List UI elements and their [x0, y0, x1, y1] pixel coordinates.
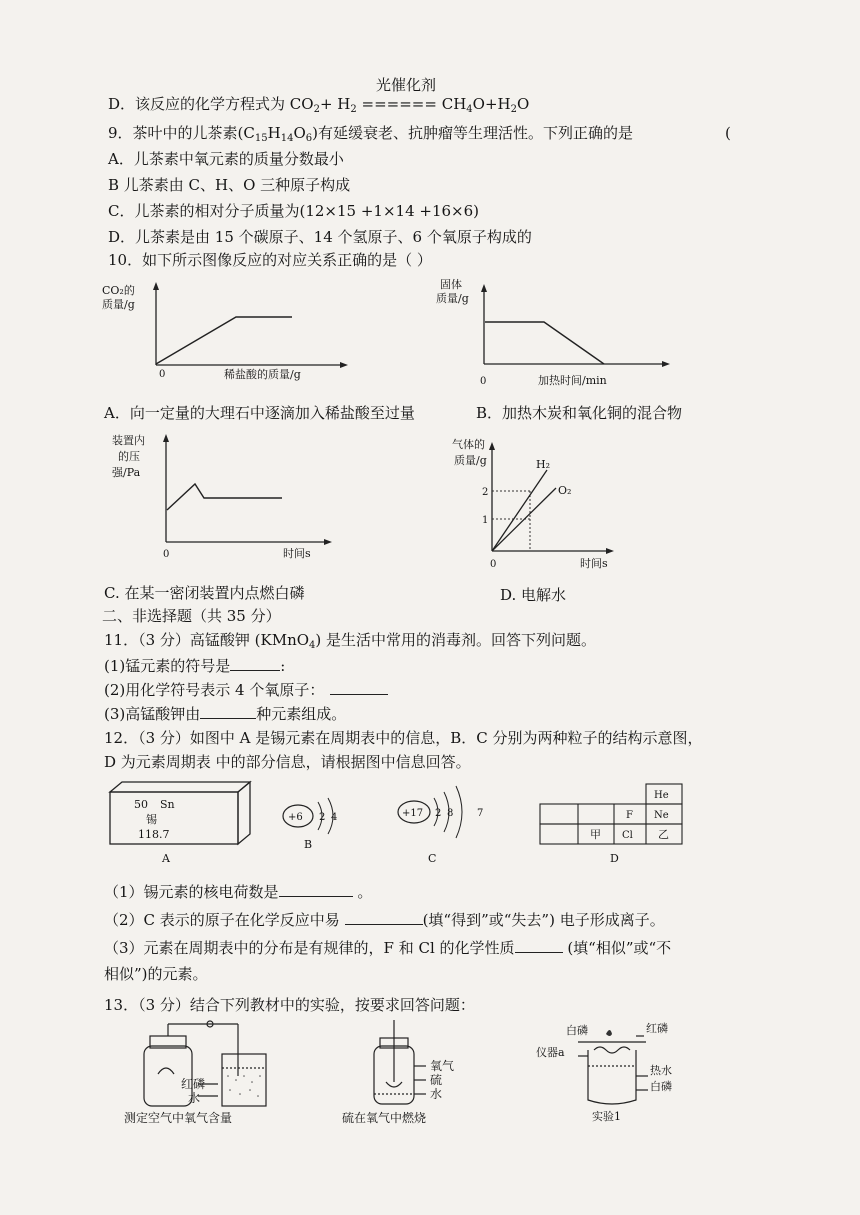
q8-d-text: + H: [319, 95, 351, 113]
chart-b-ylabel: 质量/g: [436, 292, 469, 305]
q8-option-d: [108, 94, 529, 120]
card-atomic-number: 50: [134, 798, 148, 811]
answer-blank[interactable]: [330, 680, 388, 695]
chart-b-x-arrow: [662, 361, 670, 367]
atom-c-shell3: 7: [477, 808, 484, 819]
q9-text: 9．茶叶中的儿茶素(C: [108, 124, 255, 142]
exp1-water-dots: [227, 1075, 261, 1097]
chart-d-caption: D. 电解水: [500, 586, 567, 604]
answer-blank[interactable]: [279, 882, 353, 897]
q12-p3-text: （3）元素在周期表中的分布是有规律的，F 和 Cl 的化学性质: [104, 939, 515, 957]
section-heading: 二、非选择题（共 35 分）: [102, 607, 281, 625]
figure-label-a: A: [162, 852, 170, 865]
chart-a-ylabel: 质量/g: [102, 298, 135, 311]
q9-text: H: [267, 124, 281, 142]
atom-c-nucleus: +17: [402, 808, 424, 819]
exp3-caption: 实验1: [592, 1110, 621, 1123]
q12-stem-line1: 12．（3 分）如图中 A 是锡元素在周期表中的信息，B．C 分别为两种粒子的结构示意图，: [104, 729, 703, 747]
chart-d-tick-2: 2: [482, 487, 489, 498]
chart-c-y-arrow: [163, 434, 169, 442]
chart-c-ylabel: 强/Pa: [112, 466, 141, 479]
card-name: 锡: [146, 813, 157, 826]
exp3-label-red-p: 红磷: [646, 1022, 668, 1035]
chart-b: [434, 278, 694, 390]
q11-p3-text: (3)高锰酸钾由: [104, 705, 201, 723]
q8-d-sub: 2: [510, 104, 517, 115]
table-cell-f: F: [626, 810, 633, 821]
exp1-label-red-phosphorus: 红磷: [181, 1077, 206, 1091]
chart-c-xlabel: 时间s: [283, 547, 311, 560]
exp2-label-oxygen: 氧气: [430, 1059, 455, 1073]
q12-p2-text: （2）C 表示的原子在化学反应中易: [104, 911, 340, 929]
q8-d-text: D．该反应的化学方程式为 CO: [108, 95, 314, 113]
q9-text: )有延缓衰老、抗肿瘤等生理活性。下列正确的是: [312, 124, 633, 142]
q11-p1-text: (1)锰元素的符号是: [104, 657, 231, 675]
q11-p2-text: (2)用化学符号表示 4 个氧原子：: [104, 681, 325, 699]
chart-d: [450, 436, 630, 576]
q12-p1-end: 。: [357, 883, 373, 901]
q12-figure: [100, 776, 720, 866]
figure-label-b: B: [304, 838, 313, 851]
atom-b-nucleus: +6: [288, 812, 303, 823]
exp2-apparatus: [374, 1020, 426, 1104]
q8-d-sub: 2: [313, 104, 320, 115]
q10-stem: 10．如下所示图像反应的对应关系正确的是（ ）: [108, 251, 432, 269]
q13-stem: 13．（3 分）结合下列教材中的实验，按要求回答问题：: [104, 996, 475, 1014]
q11-part2: [104, 680, 388, 700]
chart-a: [96, 280, 376, 390]
figure-label-c: C: [428, 852, 437, 865]
q8-d-sub: 4: [466, 104, 473, 115]
flame-icon: [606, 1030, 612, 1036]
chart-d-x-arrow: [606, 548, 614, 554]
table-cell-he: He: [654, 790, 669, 801]
q12-p2-text: (填“得到”或“失去”) 电子形成离子。: [422, 911, 665, 929]
chart-c-ylabel: 装置内: [112, 434, 145, 447]
chart-d-tick-1: 1: [482, 515, 489, 526]
chart-a-curve: [156, 317, 292, 364]
q8-d-equals: ======: [361, 95, 437, 113]
chart-b-y-arrow: [481, 284, 487, 292]
exp2-caption: 硫在氧气中燃烧: [342, 1111, 427, 1125]
chart-b-ylabel: 固体: [440, 278, 462, 291]
q12-part3: [104, 938, 671, 958]
chart-a-caption: A．向一定量的大理石中逐滴加入稀盐酸至过量: [104, 404, 415, 422]
q12-part3-cont: 相似”)的元素。: [104, 965, 208, 983]
atom-b-shell2: 4: [331, 812, 338, 823]
answer-blank[interactable]: [345, 910, 423, 925]
q9-sub: 15: [254, 133, 268, 144]
figure-label-d: D: [610, 852, 619, 865]
q9-text: O: [293, 124, 306, 142]
q13-figures: [118, 1016, 738, 1128]
q11-p3-text: 种元素组成。: [256, 705, 347, 723]
chart-d-series-h2: [492, 470, 547, 551]
exp3-apparatus: [578, 1036, 648, 1104]
q8-d-sub: 2: [350, 104, 357, 115]
q11-sub: 4: [309, 640, 316, 651]
chart-d-ylabel: 质量/g: [454, 454, 487, 467]
exp1-label-water: 水: [188, 1091, 201, 1105]
chart-c-ylabel: 的压: [118, 450, 140, 463]
chart-b-origin: 0: [480, 376, 487, 387]
card-symbol: Sn: [160, 798, 175, 811]
exp2-label-water: 水: [430, 1087, 443, 1101]
q9-sub: 6: [305, 133, 313, 144]
chart-a-y-arrow: [153, 282, 159, 290]
q11-part1: [104, 656, 285, 676]
exp3-label-hot-water: 热水: [650, 1064, 672, 1077]
q12-part1: [104, 882, 372, 902]
chart-d-y-arrow: [489, 442, 495, 450]
card-mass: 118.7: [138, 828, 170, 841]
chart-d-label-o2: O₂: [558, 484, 572, 497]
q11-part3: [104, 704, 346, 724]
chart-a-xlabel: 稀盐酸的质量/g: [224, 368, 301, 381]
table-cell-ne: Ne: [654, 810, 669, 821]
chart-d-origin: 0: [490, 559, 497, 570]
chart-a-origin: 0: [159, 369, 166, 380]
table-cell-yi: 乙: [658, 828, 669, 841]
atom-c-shell2: 8: [447, 808, 454, 819]
q8-d-text: CH: [441, 95, 467, 113]
exp3-label-white-p-top: 白磷: [566, 1024, 588, 1037]
q12-p1-text: （1）锡元素的核电荷数是: [104, 883, 279, 901]
q12-part2: [104, 910, 665, 930]
exp1-apparatus: [144, 1021, 266, 1106]
q9-option-a: A．儿茶素中氧元素的质量分数最小: [108, 150, 344, 168]
q8-d-text: O+H: [472, 95, 511, 113]
exp3-label-instrument: 仪器a: [536, 1046, 565, 1059]
chart-d-label-h2: H₂: [536, 458, 551, 471]
answer-blank[interactable]: [230, 656, 280, 671]
exp3-label-white-p: 白磷: [650, 1080, 672, 1093]
chart-b-curve: [485, 322, 604, 364]
table-cell-cl: Cl: [622, 830, 633, 841]
chart-c-origin: 0: [163, 549, 170, 560]
chart-d-xlabel: 时间s: [580, 557, 608, 570]
chart-a-x-arrow: [340, 362, 348, 368]
q11-text: ) 是生活中常用的消毒剂。回答下列问题。: [315, 631, 597, 649]
q9-option-c: C．儿茶素的相对分子质量为(12×15 +1×14 +16×6): [108, 202, 479, 220]
exp2-label-sulfur: 硫: [430, 1073, 443, 1087]
chart-c-curve: [167, 484, 282, 510]
q9-option-b: B 儿茶素由 C、H、O 三种原子构成: [108, 176, 351, 194]
q11-p1-end: :: [280, 657, 286, 675]
element-card-a: [110, 782, 250, 844]
q9-option-d: D．儿茶素是由 15 个碳原子、14 个氢原子、6 个氧原子构成的: [108, 228, 532, 246]
chart-c-x-arrow: [324, 539, 332, 545]
answer-blank[interactable]: [200, 704, 256, 719]
q11-text: 11．（3 分）高锰酸钾 (KMnO: [104, 631, 310, 649]
chart-d-ylabel: 气体的: [452, 438, 485, 451]
q11-stem: [104, 630, 596, 656]
chart-c: [110, 430, 350, 565]
q12-stem-line2: D 为元素周期表 中的部分信息，请根据图中信息回答。: [104, 753, 471, 771]
catalyst-label: 光催化剂: [376, 76, 437, 94]
chart-a-ylabel: CO₂的: [102, 284, 135, 297]
atom-structure-b: [283, 798, 337, 834]
q9-answer-paren: (: [725, 124, 731, 142]
q9-stem: [108, 123, 633, 149]
atom-c-shell1: 2: [435, 808, 442, 819]
chart-b-xlabel: 加热时间/min: [538, 374, 607, 387]
q9-sub: 14: [280, 133, 294, 144]
q8-d-text: O: [517, 95, 530, 113]
chart-b-caption: B．加热木炭和氧化铜的混合物: [476, 404, 683, 422]
chart-c-caption: C. 在某一密闭装置内点燃白磷: [104, 584, 305, 602]
answer-blank[interactable]: [515, 938, 563, 953]
exp1-caption: 测定空气中氧气含量: [124, 1111, 233, 1125]
atom-b-shell1: 2: [319, 812, 326, 823]
q12-p3-text: (填“相似”或“不: [567, 939, 672, 957]
table-cell-jia: 甲: [590, 828, 601, 841]
atom-structure-c: [398, 786, 483, 838]
